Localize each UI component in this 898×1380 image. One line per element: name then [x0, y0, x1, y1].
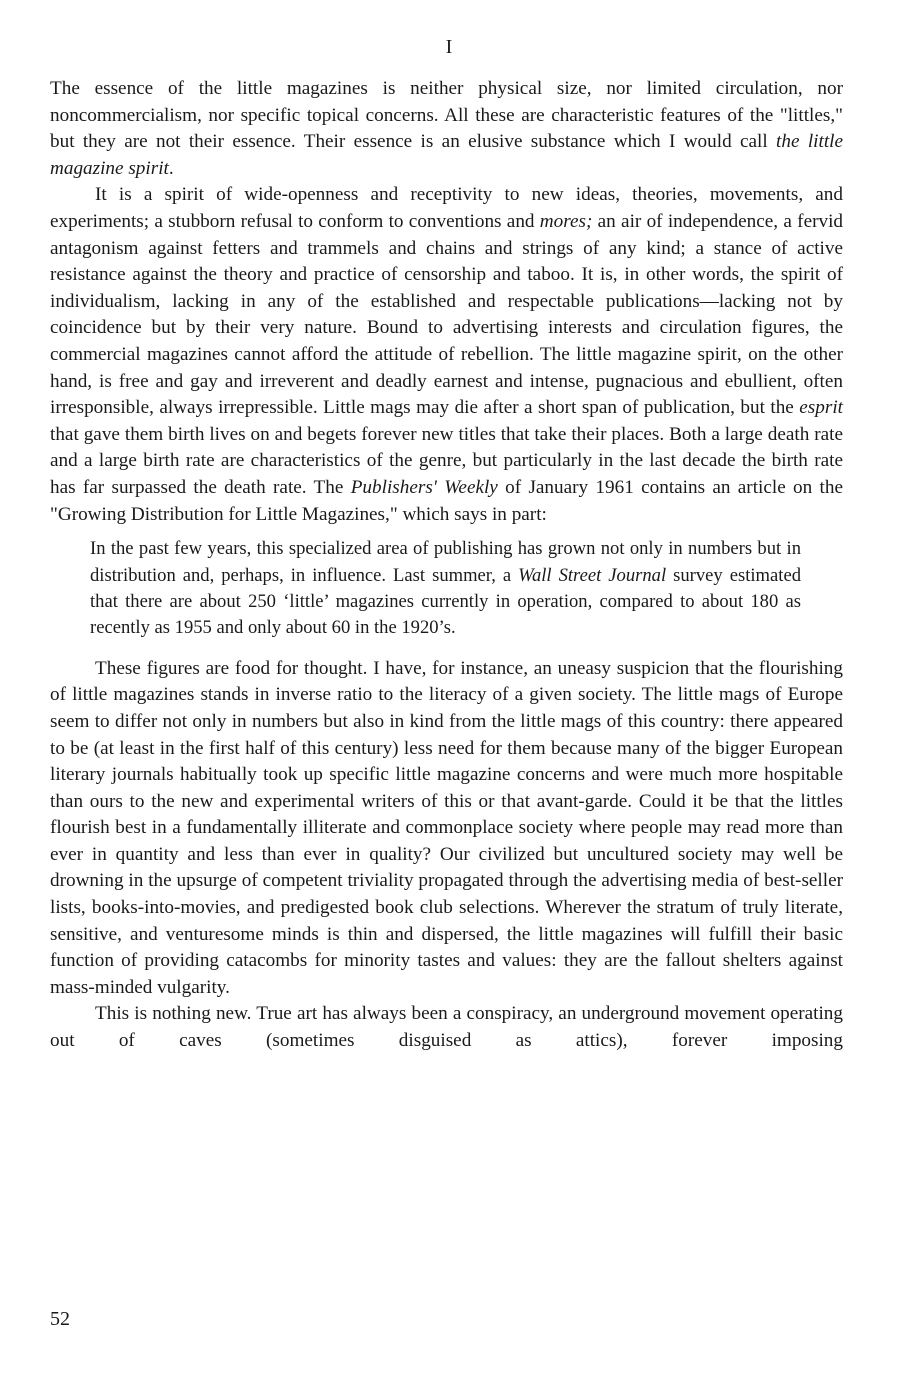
paragraph-2-part-c: that gave them birth lives on and begets forever new titles that take their places. Both a large death rate and a large birth rate are characteristics of the genre, but particularly in the last decade the birth rate has far surpassed the death rate. The — [50, 423, 843, 498]
body-text — [50, 76, 843, 1055]
paragraph-3: These figures are food for thought. I have, for instance, an uneasy suspicion that the flourishing of little magazines stands in inverse ratio to the literacy of a given society. The little mags of Europe seem to differ not only in numbers but also in kind from the little mags of this country: there appeared to be (at least in the first half of this century) less need for them because many of the bigger European literary journals habitually took up specific little magazine concerns and were much more hospitable than ours to the new and experimental writers of this or that avant-garde. Could it be that the littles flourish best in a fundamentally illiterate and commonplace society where people may read more than ever in quantity and less than ever in quality? Our civilized but uncultured society may well be drowning in the upsurge of competent triviality propagated through the advertising media of best-seller lists, books-into-movies, and predigested book club selections. Wherever the stratum of truly literate, sensitive, and venturesome minds is thin and dispersed, the little magazines will fulfill their basic function of providing catacombs for minority tastes and values: they are the fallout shelters against mass-minded vulgarity. — [50, 657, 843, 998]
italic-mores: mores; — [539, 210, 593, 232]
section-number: I — [445, 36, 453, 58]
block-quote — [90, 536, 801, 642]
quote-part-b: survey estimated that there are about 250 ‘little’ magazines currently in operation, compared to about 180 as recently as 1955 and only about 60 in the 1920’s. — [90, 564, 801, 639]
paragraph-2 — [50, 182, 843, 528]
paragraph-2-part-a: It is a spirit of wide-openness and receptivity to new ideas, theories, movements, and experiments; a stubborn refusal to conform to conventions and — [50, 184, 843, 232]
paragraph-1-end: . — [168, 157, 174, 179]
paragraph-2-part-b: an air of independence, a fervid antagonism against fetters and trammels and chains and strings of any kind; a stance of active resistance against the theory and practice of censorship and taboo. It is, in other words, the spirit of individualism, lacking in any of the established and respectable publications—lacking not by coincidence but by their very nature. Bound to advertising interests and circulation figures, the commercial magazines cannot afford the attitude of rebellion. The little magazine spirit, on the other hand, is free and gay and irreverent and deadly earnest and intense, pugnacious and ebullient, often irresponsible, always irrepressible. Little mags may die after a short span of publication, but the — [50, 210, 843, 419]
page-number: 52 — [50, 1308, 70, 1330]
paragraph-1-text: The essence of the little magazines is neither physical size, nor limited circulation, nor noncommercialism, nor specific topical concerns. All these are characteristic features of the "littles," but they are not their essence. Their essence is an elusive substance which I would call — [50, 78, 843, 153]
italic-publishers-weekly: Publishers' Weekly — [350, 476, 498, 498]
paragraph-1 — [50, 76, 843, 182]
italic-esprit: esprit — [799, 397, 843, 419]
italic-phrase: the little magazine spirit — [50, 131, 843, 179]
quote-part-a: In the past few years, this specialized area of publishing has grown not only in numbers but in distribution and, perhaps, in influence. Last summer, a — [90, 538, 801, 586]
italic-wall-street-journal: Wall Street Journal — [518, 564, 667, 586]
paragraph-2-part-d: of January 1961 contains an article on the "Growing Distribution for Little Magazines," which says in part: — [50, 476, 843, 525]
paragraph-4: This is nothing new. True art has always been a conspiracy, an underground movement operating out of caves (sometimes disguised as attics), forever imposing — [50, 1003, 843, 1052]
